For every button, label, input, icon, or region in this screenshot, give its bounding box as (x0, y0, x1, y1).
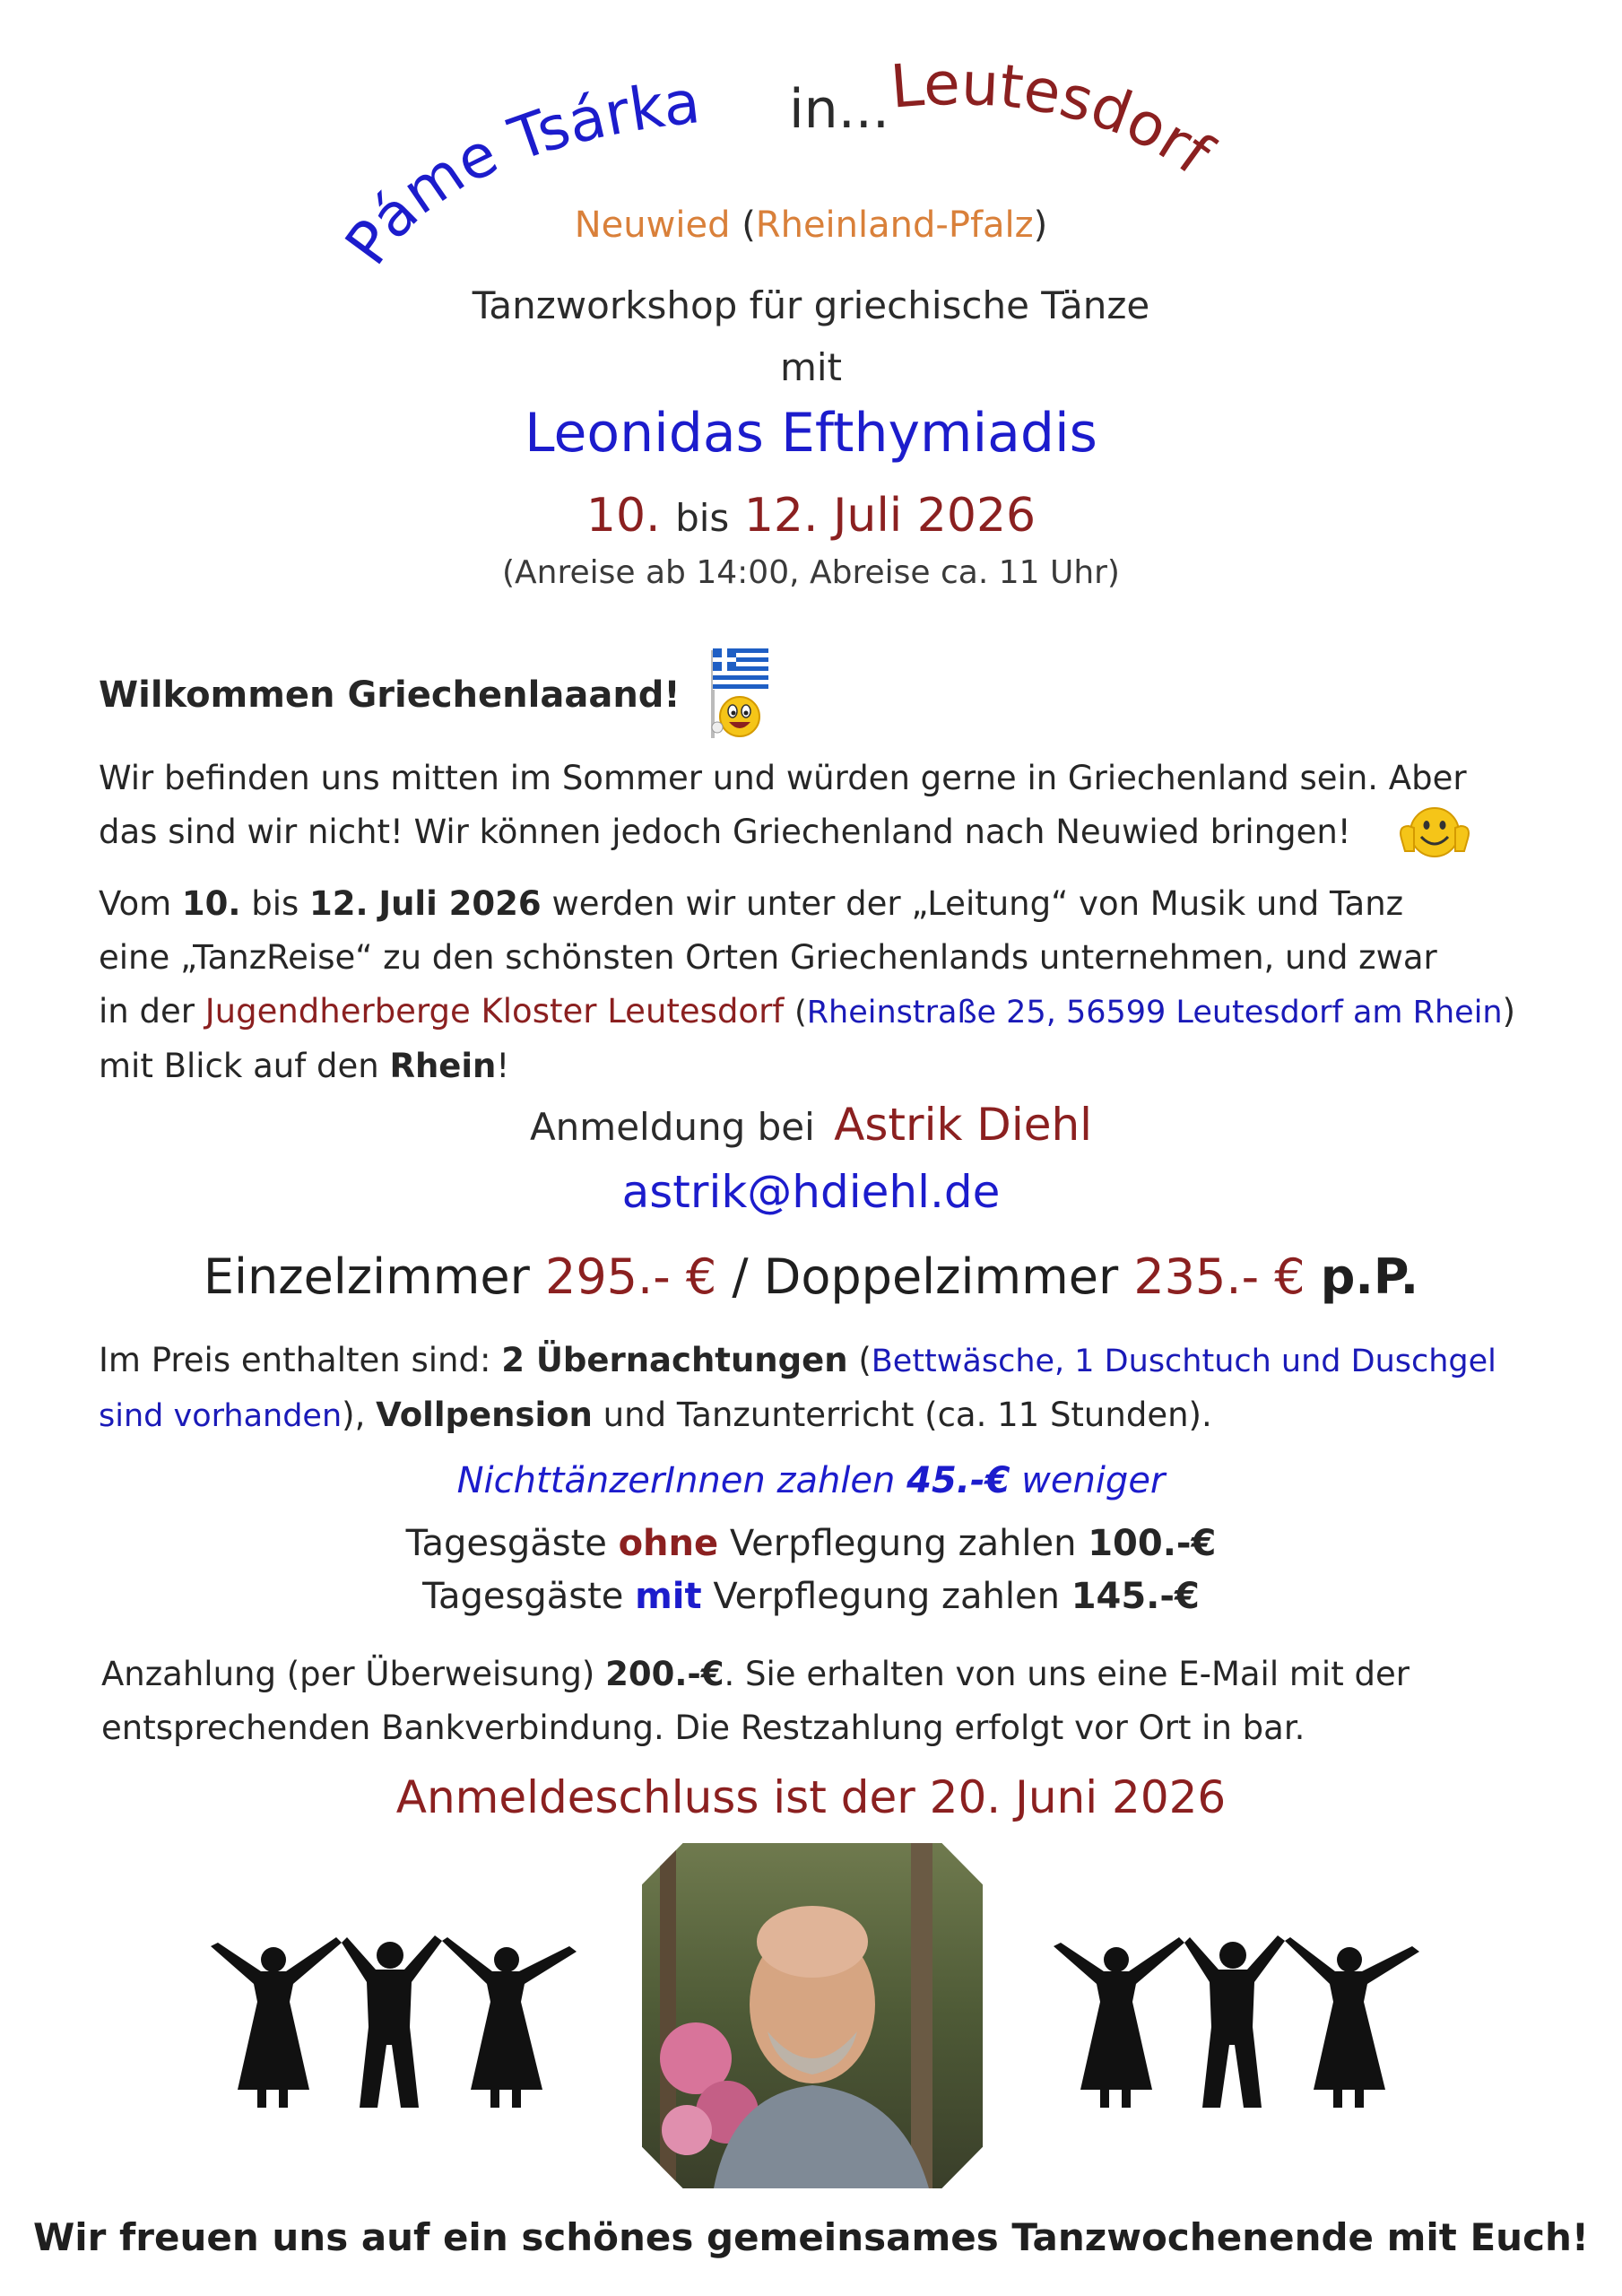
subtitle-line-1: Tanzworkshop für griechische Tänze (472, 283, 1150, 327)
location-city: Neuwied (574, 204, 731, 246)
p2-rest-1: werden wir unter der „Leitung“ von Musik und Tanz (551, 884, 1404, 923)
p2-venue: Jugendherberge Kloster Leutesdorf (204, 992, 785, 1031)
day-guests-1-pre: Tagesgäste (405, 1523, 607, 1564)
registration-name: Astrik Diehl (834, 1099, 1093, 1151)
p2-rhein: Rhein (389, 1047, 497, 1085)
day-guests-1-kw: ohne (618, 1523, 719, 1564)
deposit-post: . Sie erhalten von uns eine E-Mail mit der (724, 1655, 1409, 1693)
day-guests-2-pre: Tagesgäste (422, 1576, 624, 1617)
registration-line (0, 1099, 1622, 1151)
day-guests-2-post: Verpflegung zahlen (713, 1576, 1060, 1617)
welcome-paragraph-1 (99, 752, 1551, 859)
p2-date-1: 10. (181, 884, 241, 923)
p2-paren-open: ( (794, 995, 807, 1031)
p2-paren-close: ) (1502, 992, 1516, 1031)
day-guests-1-amount: 100.-€ (1088, 1523, 1217, 1564)
nondancers-line (0, 1460, 1622, 1501)
p2-address: Rheinstraße 25, 56599 Leutesdorf am Rhein (806, 995, 1503, 1031)
included-paren: ( (858, 1341, 872, 1379)
deposit-line-1 (101, 1648, 1554, 1701)
location-line (0, 204, 1622, 246)
welcome-p2-line-1 (99, 877, 1551, 931)
registration-email-link[interactable]: astrik@hdiehl.de (621, 1166, 1001, 1218)
p2-date-2: 12. (309, 884, 369, 923)
deposit-pre: Anzahlung (per Überweisung) (101, 1655, 595, 1693)
welcome-p1-line-2 (99, 805, 1551, 859)
day-guests-1-post: Verpflegung zahlen (729, 1523, 1077, 1564)
per-person-label: p.P. (1320, 1248, 1419, 1305)
title-part-3: Leutesdorf (888, 48, 1225, 188)
nondancers-text-1: NichttänzerInnen zahlen (456, 1460, 896, 1501)
thumbs-up-smiley-icon (1394, 803, 1475, 865)
registration-email-row (0, 1166, 1622, 1218)
arrival-note: (Anreise ab 14:00, Abreise ca. 11 Uhr) (502, 554, 1120, 591)
p2-vom: Vom (99, 884, 172, 923)
date-start: 10. (585, 489, 661, 543)
dancers-silhouette-left (211, 1928, 578, 2117)
date-line (0, 489, 1622, 543)
single-room-label: Einzelzimmer (203, 1248, 530, 1305)
deposit-amount: 200.-€ (605, 1655, 724, 1693)
welcome-heading-text: Wilkommen Griechenlaaand! (99, 674, 681, 716)
subtitle-line-2: mit (779, 345, 843, 389)
welcome-p2-line-3 (99, 985, 1551, 1039)
title-part-2: in... (789, 78, 889, 141)
included-line-2 (99, 1388, 1551, 1443)
included-close: ), (342, 1396, 366, 1434)
greek-flag-smiley-icon (695, 641, 776, 744)
teacher-name: Leonidas Efthymiadis (525, 402, 1097, 465)
day-guests-line-2 (0, 1576, 1622, 1617)
included-paragraph (99, 1334, 1551, 1443)
double-room-price: 235.- € (1133, 1248, 1305, 1305)
included-board: Vollpension (376, 1396, 593, 1434)
footer-message: Wir freuen uns auf ein schönes gemeinsames Tanzwochenende mit Euch! (32, 2215, 1590, 2259)
single-room-price: 295.- € (544, 1248, 717, 1305)
welcome-p1-line-1: Wir befinden uns mitten im Sommer und würden gerne in Griechenland sein. Aber (99, 759, 1467, 797)
included-line-1 (99, 1334, 1551, 1388)
deposit-line-2: entsprechenden Bankverbindung. Die Restzahlung erfolgt vor Ort in bar. (101, 1709, 1305, 1747)
double-room-label: Doppelzimmer (763, 1248, 1119, 1305)
teacher-photo-image (642, 1843, 983, 2188)
p2-mit-blick: mit Blick auf den (99, 1047, 379, 1085)
registration-deadline: Anmeldeschluss ist der 20. Juni 2026 (395, 1771, 1227, 1823)
welcome-paragraph-2 (99, 877, 1551, 1093)
price-separator: / (732, 1248, 749, 1305)
location-paren-open: ( (742, 204, 756, 246)
date-end: 12. Juli 2026 (743, 489, 1037, 543)
p2-in-der: in der (99, 992, 195, 1031)
p2-bis: bis (251, 884, 299, 923)
day-guests-line-1 (0, 1523, 1622, 1564)
teacher-photo (642, 1843, 983, 2188)
included-linen-2: sind vorhanden (99, 1398, 343, 1434)
welcome-p2-line-4 (99, 1039, 1551, 1093)
title-graphic (0, 0, 1622, 305)
location-region: Rheinland-Pfalz (755, 204, 1034, 246)
p2-juli: Juli 2026 (378, 884, 542, 923)
day-guests-2-amount: 145.-€ (1071, 1576, 1200, 1617)
registration-label: Anmeldung bei (529, 1105, 815, 1149)
included-linen-1: Bettwäsche, 1 Duschtuch und Duschgel (871, 1344, 1496, 1379)
welcome-p1-line-2-text: das sind wir nicht! Wir können jedoch Griechenland nach Neuwied bringen! (99, 813, 1351, 851)
welcome-p2-line-2: eine „TanzReise“ zu den schönsten Orten Griechenlands unternehmen, und zwar (99, 938, 1437, 977)
dancers-silhouette-right (1054, 1928, 1421, 2117)
deposit-paragraph (101, 1648, 1554, 1755)
day-guests-2-kw: mit (635, 1576, 702, 1617)
date-bis: bis (675, 496, 730, 540)
room-prices-line (0, 1248, 1622, 1305)
included-rest: und Tanzunterricht (ca. 11 Stunden). (603, 1396, 1212, 1434)
welcome-heading (99, 674, 681, 716)
title-part-1: Páme Tsárka (332, 67, 704, 278)
p2-excl: ! (496, 1047, 510, 1085)
location-paren-close: ) (1033, 204, 1048, 246)
included-nights: 2 Übernachtungen (501, 1341, 848, 1379)
included-prefix: Im Preis enthalten sind: (99, 1341, 491, 1379)
nondancers-amount: 45.-€ (906, 1460, 1010, 1501)
nondancers-text-2: weniger (1021, 1460, 1166, 1501)
